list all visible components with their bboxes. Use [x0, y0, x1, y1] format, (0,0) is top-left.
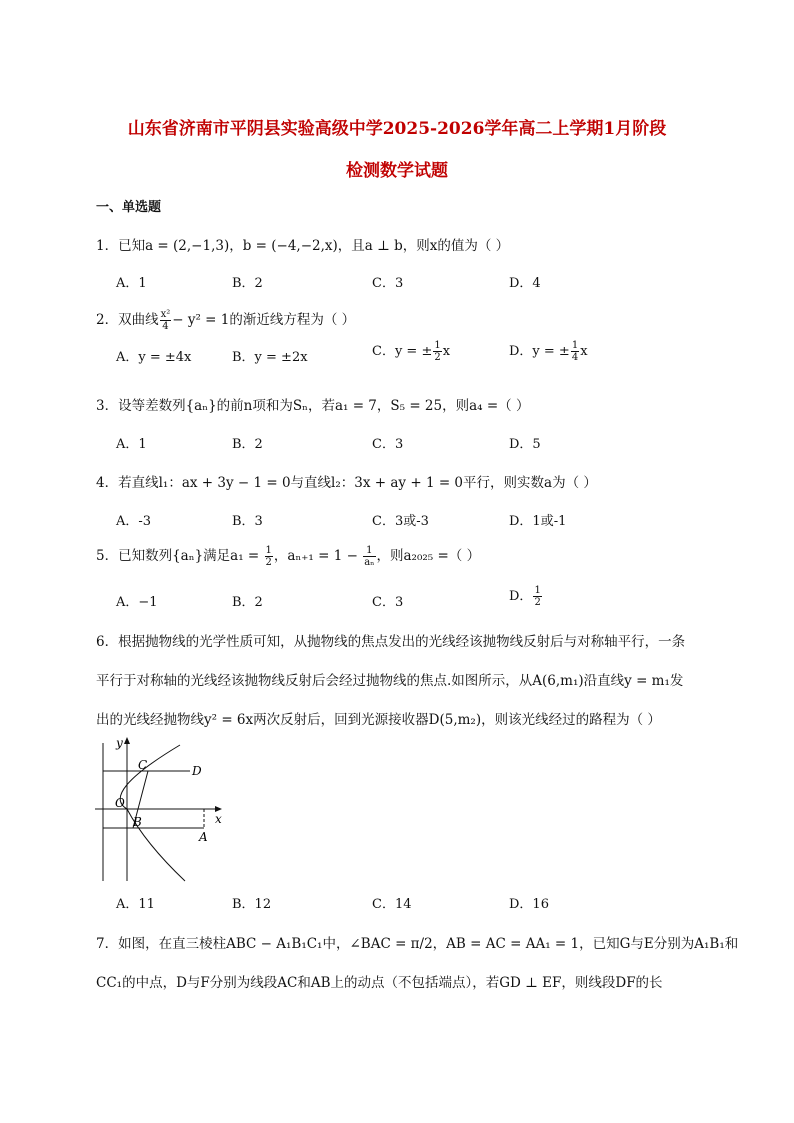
- q3-option-a[interactable]: A．1: [116, 437, 147, 452]
- q2-option-c-frac: [433, 340, 441, 363]
- q3-option-d[interactable]: D．5: [509, 437, 541, 452]
- q5-f1-den: 2: [265, 557, 272, 568]
- q5-d-den: 2: [534, 597, 541, 608]
- q5-option-d[interactable]: [509, 585, 543, 608]
- label-d: D: [192, 764, 202, 778]
- label-o: O: [115, 796, 125, 810]
- question-6-line1: 6．根据抛物线的光学性质可知，从抛物线的焦点发出的光线经该抛物线反射后与对称轴平行，一条: [96, 634, 686, 650]
- q2-d-num: 1: [571, 340, 579, 351]
- q2-stem-post: − y² = 1的渐近线方程为（ ）: [172, 312, 356, 328]
- q2-d-var: x: [580, 344, 588, 359]
- q5-f2-num: 1: [363, 545, 375, 557]
- section-heading: 一、单选题: [96, 200, 162, 215]
- q2-option-c[interactable]: [372, 340, 450, 363]
- q2-d-den: 4: [571, 352, 579, 363]
- q2-option-b[interactable]: B．y = ±2x: [232, 350, 308, 365]
- q2-option-d[interactable]: [509, 340, 588, 363]
- q5-f2-den: aₙ: [364, 557, 375, 568]
- q6-option-a[interactable]: A．11: [116, 897, 155, 912]
- question-3-stem: 3．设等差数列{aₙ}的前n项和为Sₙ，若a₁ = 7，S₅ = 25，则a₄ =（ ）: [96, 398, 530, 414]
- question-5-options: [116, 585, 716, 613]
- q2-option-d-frac: [571, 340, 579, 363]
- question-6-options: [116, 893, 716, 915]
- q1-option-d[interactable]: D．4: [509, 276, 541, 291]
- q6-option-c[interactable]: C．14: [372, 897, 412, 912]
- question-2-stem: [96, 308, 355, 332]
- q2-frac-num: x²: [160, 309, 171, 320]
- parabola-diagram: [90, 733, 230, 883]
- question-6-line3: 出的光线经抛物线y² = 6x两次反射后，回到光源接收器D(5,m₂)，则该光线经过的路程为（ ）: [96, 712, 661, 728]
- question-2-options: [116, 340, 716, 368]
- parabola-figure: [90, 733, 230, 883]
- q1-option-c[interactable]: C．3: [372, 276, 404, 291]
- q2-c-den: 2: [434, 352, 441, 363]
- label-a: A: [199, 830, 208, 844]
- y-axis-arrow: [124, 737, 130, 744]
- q4-option-a[interactable]: A．-3: [116, 514, 152, 529]
- q5-frac-1: [265, 545, 273, 568]
- label-y: y: [116, 736, 123, 750]
- q5-stem-pre: 5．已知数列{aₙ}满足a₁ =: [96, 548, 264, 564]
- q2-option-d-label: D．y = ±: [509, 344, 570, 359]
- question-3-options: [116, 433, 716, 455]
- q4-option-c[interactable]: C．3或-3: [372, 514, 429, 529]
- q2-stem-pre: 2．双曲线: [96, 312, 159, 328]
- question-7-line1: 7．如图，在直三棱柱ABC − A₁B₁C₁中，∠BAC = π/2，AB = AC = AA₁ = 1，已知G与E分别为A₁B₁和: [96, 936, 739, 952]
- question-7-line2: CC₁的中点，D与F分别为线段AC和AB上的动点（不包括端点），若GD ⊥ EF，则线段DF的长: [96, 975, 663, 991]
- q2-option-a[interactable]: A．y = ±4x: [116, 350, 192, 365]
- question-1-stem: 1．已知a = (2,−1,3)，b = (−4,−2,x)，且a ⊥ b，则x的值为（ ）: [96, 238, 510, 254]
- label-x: x: [215, 812, 222, 826]
- q3-option-c[interactable]: C．3: [372, 437, 404, 452]
- q5-option-d-label: D．: [509, 589, 533, 604]
- q5-option-a[interactable]: A．−1: [116, 595, 158, 610]
- q3-option-b[interactable]: B．2: [232, 437, 263, 452]
- q5-f1-num: 1: [265, 545, 272, 556]
- q6-option-b[interactable]: B．12: [232, 897, 272, 912]
- q5-stem-mid: ，aₙ₊₁ = 1 −: [273, 548, 363, 564]
- q4-option-d[interactable]: D．1或-1: [509, 514, 567, 529]
- q5-frac-2: [363, 545, 375, 568]
- q2-frac-den: 4: [162, 321, 169, 332]
- q5-option-b[interactable]: B．2: [232, 595, 263, 610]
- q6-option-d[interactable]: D．16: [509, 897, 549, 912]
- document-title-line1: 山东省济南市平阴县实验高级中学2025-2026学年高二上学期1月阶段: [127, 119, 667, 139]
- label-b: B: [133, 815, 142, 829]
- q2-c-num: 1: [434, 340, 441, 351]
- q5-d-num: 1: [534, 585, 541, 596]
- question-4-options: [116, 510, 716, 532]
- q5-option-d-frac: [533, 585, 541, 608]
- q2-fraction: [160, 309, 172, 332]
- q5-option-c[interactable]: C．3: [372, 595, 404, 610]
- document-title-line2: 检测数学试题: [346, 161, 448, 181]
- parabola-curve: [120, 745, 185, 881]
- question-5-stem: [96, 544, 480, 568]
- question-4-stem: 4．若直线l₁：ax + 3y − 1 = 0与直线l₂：3x + ay + 1 = 0平行，则实数a为（ ）: [96, 475, 597, 491]
- question-1-options: [116, 272, 716, 294]
- q4-option-b[interactable]: B．3: [232, 514, 263, 529]
- q2-c-var: x: [442, 344, 451, 359]
- q2-option-c-label: C．y = ±: [372, 344, 433, 359]
- q1-option-b[interactable]: B．2: [232, 276, 263, 291]
- q5-stem-post: ，则a₂₀₂₅ =（ ）: [376, 548, 481, 564]
- question-6-line2: 平行于对称轴的光线经该抛物线反射后会经过抛物线的焦点.如图所示，从A(6,m₁)沿直线y = m₁发: [96, 673, 684, 689]
- q1-option-a[interactable]: A．1: [116, 276, 147, 291]
- label-c: C: [138, 758, 148, 772]
